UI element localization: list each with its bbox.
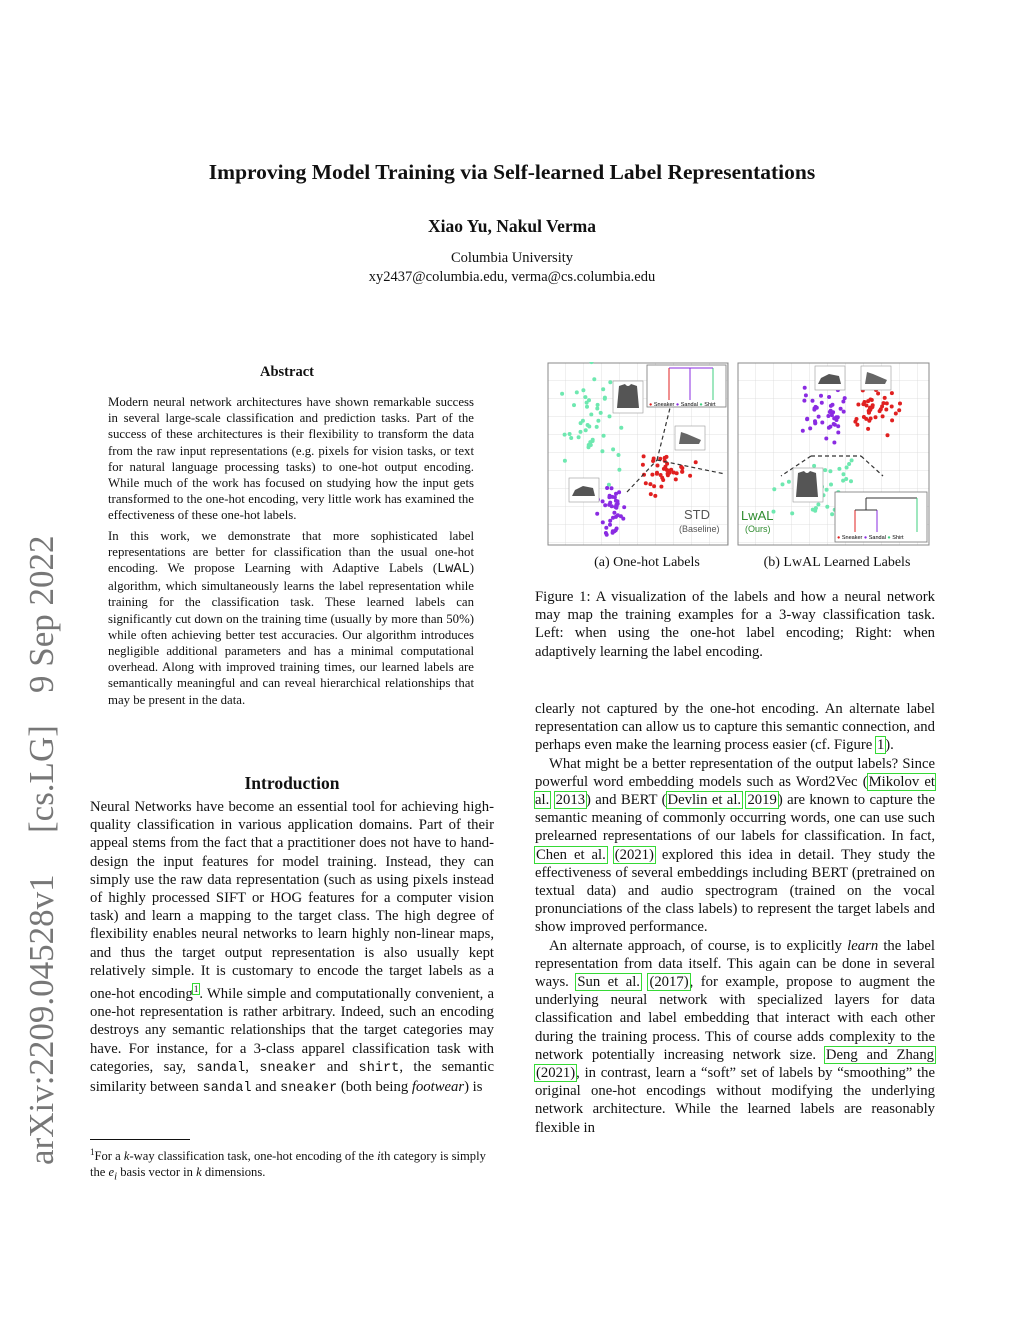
sandal-point: [610, 495, 614, 499]
shirt-point: [772, 487, 776, 491]
shirt-point: [829, 483, 833, 487]
footnote: $^1$For a k-way classification task, one-hot encoding of the ith category is simply the $e_i$ basis vector in k dimensions.: [90, 1147, 486, 1183]
sandal-point: [829, 409, 833, 413]
shirt-point: [811, 508, 815, 512]
std-label: STD: [684, 507, 710, 522]
sandal-point: [612, 511, 616, 515]
shirt-point: [585, 401, 589, 405]
sneaker-point: [874, 415, 878, 419]
sneaker-point: [694, 460, 698, 464]
shirt-point: [587, 445, 591, 449]
col2-paragraph-1: clearly not captured by the one-hot encoding. An alternate label representation can allow us to capture this semantic connection, and perhaps even make the learning process easier (cf. Figure 1).: [535, 701, 935, 754]
shirt-point: [849, 479, 853, 483]
sandal-point: [827, 395, 831, 399]
sandal-point: [608, 523, 612, 527]
sneaker-point: [866, 427, 870, 431]
caption-b: (b) LwAL Learned Labels: [763, 555, 911, 570]
cite-devlin-year[interactable]: 2019: [747, 792, 777, 809]
cite-mikolov-year[interactable]: 2013: [555, 792, 586, 809]
shirt-point: [595, 407, 599, 411]
sandal-point: [841, 400, 845, 404]
legend-sneaker-a: ● Sneaker ● Sandal ● Shirt: [649, 402, 716, 408]
sneaker-point: [853, 420, 857, 424]
shirt-point: [577, 435, 581, 439]
shirt-point: [589, 413, 593, 417]
sneaker-point: [642, 454, 646, 458]
shirt-point: [596, 419, 600, 423]
shirt-point: [583, 395, 587, 399]
sandal-point: [622, 505, 626, 509]
sneaker-point: [883, 396, 887, 400]
shirt-point: [602, 434, 606, 438]
cite-chen-year[interactable]: (2021): [614, 846, 654, 863]
shirt-point: [591, 439, 595, 443]
arxiv-date: 9 Sep 2022: [22, 535, 61, 693]
sneaker-point: [656, 464, 660, 468]
shirt-point: [812, 464, 816, 468]
abstract-paragraph-1: Modern neural network architectures have shown remarkable success in several large-scale classification and prediction tasks. Part of the success of these architectures is their flexibility to transform the data from the raw input representations (e.g. pixels for vision tasks, or text for natural language processing tasks) to one-hot output encoding. While much of the work has focused on studying how the input gets transformed to the one-hot encoding, very little work has examined the effectiveness of these one-hot labels.: [108, 395, 474, 523]
shirt-point: [841, 479, 845, 483]
shirt-point: [579, 421, 583, 425]
sneaker-point: [666, 472, 670, 476]
right-column-body: [535, 700, 935, 1137]
shirt-point: [847, 462, 851, 466]
sandal-point: [808, 426, 812, 430]
sandal-point: [805, 417, 809, 421]
sneaker-point: [648, 482, 652, 486]
sandal-point: [842, 410, 846, 414]
paper-title: Improving Model Training via Self-learned Label Representations: [208, 160, 816, 184]
shirt-point: [790, 511, 794, 515]
sandal-point: [610, 504, 614, 508]
cite-sun[interactable]: Sun et al.: [577, 974, 640, 991]
lwal-label: LwAL: [741, 508, 774, 523]
sandal-point: [603, 503, 607, 507]
cite-deng[interactable]: Deng and Zhang: [825, 1046, 935, 1063]
sandal-point: [839, 407, 843, 411]
shirt-point: [600, 449, 604, 453]
sandal-point: [834, 417, 838, 421]
shirt-point: [584, 428, 588, 432]
std-sublabel: (Baseline): [679, 524, 720, 534]
shirt-point: [579, 430, 583, 434]
shirt-point: [592, 377, 596, 381]
sandal-point: [836, 424, 840, 428]
sandal-point: [615, 527, 619, 531]
sneaker-point: [659, 473, 663, 477]
sneaker-point: [674, 477, 678, 481]
sneaker-point: [884, 408, 888, 412]
shirt-point: [563, 459, 567, 463]
sneaker-point: [869, 417, 873, 421]
sneaker-point: [856, 403, 860, 407]
shirt-point: [825, 488, 829, 492]
sneaker-point: [876, 392, 880, 396]
shirt-point: [787, 480, 791, 484]
shirt-point: [596, 403, 600, 407]
sandal-point: [820, 421, 824, 425]
shirt-point: [842, 472, 846, 476]
shirt-point: [560, 392, 564, 396]
lwal-code: LwAL: [437, 562, 470, 578]
figure-ref[interactable]: 1: [876, 737, 885, 754]
sandal-point: [621, 517, 625, 521]
legend-b: ● Sneaker ● Sandal ● Shirt: [837, 535, 904, 541]
shirt-point: [845, 466, 849, 470]
shirt-point: [611, 447, 615, 451]
sneaker-point: [688, 474, 692, 478]
caption-a: (a) One-hot Labels: [594, 555, 700, 570]
shirt-point: [825, 505, 829, 509]
sneaker-point: [644, 481, 648, 485]
affiliation-block: [0, 249, 1024, 287]
sneaker-point: [890, 391, 894, 395]
panel-one-hot: [548, 362, 728, 545]
sneaker-point: [898, 402, 902, 406]
sandal-point: [836, 431, 840, 435]
sandal-point: [604, 526, 608, 530]
shirt-point: [617, 453, 621, 457]
shirt-point: [572, 403, 576, 407]
sneaker-point: [890, 418, 894, 422]
shirt-point: [599, 411, 603, 415]
sandal-point: [610, 486, 614, 490]
sneaker-point: [870, 398, 874, 402]
shirt-point: [569, 436, 573, 440]
sandal-point: [827, 426, 831, 430]
shirt-point: [617, 468, 621, 472]
sandal-point: [832, 441, 836, 445]
cite-sun-year[interactable]: (2017): [649, 974, 689, 991]
sandal-point: [804, 393, 808, 397]
cite-devlin[interactable]: Devlin et al.: [667, 792, 742, 809]
sandal-point: [605, 486, 609, 490]
cite-chen[interactable]: Chen et al.: [536, 846, 606, 863]
footnote-ref[interactable]: 1: [193, 984, 199, 995]
arxiv-category: [cs.LG]: [22, 725, 61, 833]
sneaker-point: [865, 404, 869, 408]
sandal-point: [601, 520, 605, 524]
sandal-point: [608, 501, 612, 505]
sneaker-point: [675, 471, 679, 475]
sandal-point: [814, 405, 818, 409]
sneaker-point: [886, 433, 890, 437]
shirt-point: [585, 405, 589, 409]
shirt-point: [595, 425, 599, 429]
sneaker-point: [650, 473, 654, 477]
abstract-heading: Abstract: [260, 364, 314, 380]
sandal-point: [843, 396, 847, 400]
sneaker-point: [649, 492, 653, 496]
abstract-body: [108, 394, 474, 712]
shirt-point: [781, 482, 785, 486]
sandal-point: [829, 404, 833, 408]
sandal-point: [819, 394, 823, 398]
sneaker-point: [680, 470, 684, 474]
sandal-point: [802, 399, 806, 403]
abstract-paragraph-2: In this work, we demonstrate that more sophisticated label representations are better for classification than the usual one-hot encoding. We propose Learning with Adaptive Labels (LwAL) algorithm, which simultaneously learns the label representation while training for the classification task. These learned labels can significantly cut down on the training time (usually by more than 50%) while often achieving better test accuracies. Our algorithm introduces negligible additional parameters and has a minimal computational overhead. Along with improved training times, our learned labels are semantically meaningful and can reveal hierarchical relationships that may be present in the data.: [108, 528, 474, 707]
panel-lwal: [738, 363, 929, 545]
shirt-point: [823, 468, 827, 472]
intro-paragraph: Neural Networks have become an essential tool for achieving high-quality classification in various application domains. Part of their appeal stems from the fact that a practitioner does not have to hand-design the input features for model training. Instead, they can simply use the raw data representation (such as using pixels instead of highly processed SIFT or HOG features for a computer vision task) and learn a mapping to the target class. The high degree of flexibility enables neural networks to learn highly non-linear maps, and thus the target output representation is also usually kept relatively simple. It is customary to encode the target labels as a one-hot encoding$^1$. While simple and computationally convenient, a one-hot representation is rather arbitrary. Indeed, such an encoding destroys any semantic relationships that the target categories may have. For instance, for a 3-class apparel classification task with categories, say, sandal, sneaker and shirt, the semantic similarity between sandal and sneaker (both being footwear) is: [90, 799, 494, 1096]
col2-paragraph-3: An alternate approach, of course, is to explicitly learn the label representation from data itself. This again can be done in several ways. Sun et al. (2017), for example, propose to augment the underlying neural network with specialized layers for data classification and label embedding that interact with each other during the training process. This of course adds complexity to the network potentially increasing network size. Deng and Zhang (2021), in contrast, learn a “soft” set of labels by “smoothing” the original one-hot encodings without modifying the underlying network architecture. While the learned labels are reasonably flexible in: [535, 937, 936, 1136]
shirt-point: [575, 390, 579, 394]
sneaker-point: [871, 403, 875, 407]
introduction-heading: Introduction: [244, 773, 340, 793]
sneaker-point: [655, 472, 659, 476]
sneaker-point: [894, 412, 898, 416]
sandal-point: [813, 419, 817, 423]
sneaker-point: [890, 405, 894, 409]
sandal-point: [608, 519, 612, 523]
sneaker-point: [653, 494, 657, 498]
sandal-point: [611, 531, 615, 535]
shirt-point: [563, 433, 567, 437]
shirt-point: [603, 397, 607, 401]
sneaker-point: [641, 463, 645, 467]
sneaker-point: [862, 415, 866, 419]
shirt-point: [850, 458, 854, 462]
sneaker-point: [652, 484, 656, 488]
sandal-point: [605, 533, 609, 537]
shirt-point: [608, 380, 612, 384]
sneaker-point: [659, 485, 663, 489]
emails: xy2437@columbia.edu, verma@cs.columbia.edu: [368, 269, 656, 285]
shirt-point: [837, 467, 841, 471]
lwal-sublabel: (Ours): [745, 524, 771, 534]
sandal-point: [811, 399, 815, 403]
sandal-point: [820, 401, 824, 405]
figure-1: [547, 362, 930, 550]
arxiv-sidebar: [14, 0, 70, 1325]
sneaker-point: [881, 414, 885, 418]
shirt-point: [619, 426, 623, 430]
shirt-point: [830, 512, 834, 516]
shirt-point: [581, 388, 585, 392]
shirt-point: [601, 387, 605, 391]
sandal-point: [616, 513, 620, 517]
legend-box: [647, 365, 726, 407]
sneaker-point: [651, 459, 655, 463]
shirt-point: [568, 432, 572, 436]
sandal-point: [595, 512, 599, 516]
cite-deng-year[interactable]: (2021): [536, 1065, 576, 1082]
sandal-point: [832, 422, 836, 426]
sneaker-point: [880, 404, 884, 408]
cite-mikolov[interactable]: Mikolov et al.: [535, 773, 935, 809]
footnote-rule: [90, 1139, 190, 1140]
col2-paragraph-2: What might be a better representation of the output labels? Since powerful word embedding models such as Word2Vec (Mikolov et al. 2013) and BERT (Devlin et al. 2019) are known to capture the semantic meaning of commonly occurring words, one can use such prelearned representations of our labels for classification. In fact, Chen et al. (2021) explored this idea in detail. They study the effectiveness of several embeddings including BERT (pretrained on textual data) and audio spectrogram (trained on the vocal pronunciations of the class labels) to represent the target labels and show improved performance.: [535, 755, 936, 936]
sandal-point: [601, 499, 605, 503]
sandal-point: [817, 415, 821, 419]
introduction-body: [90, 798, 494, 1098]
sneaker-point: [897, 408, 901, 412]
sandal-point: [611, 516, 615, 520]
shirt-point: [586, 423, 590, 427]
sneaker-point: [663, 465, 667, 469]
affiliation: Columbia University: [450, 250, 574, 266]
shirt-point: [828, 469, 832, 473]
sandal-point: [617, 490, 621, 494]
shirt-point: [608, 414, 612, 418]
shirt-point: [816, 503, 820, 507]
sandal-point: [801, 429, 805, 433]
sandal-point: [803, 386, 807, 390]
sandal-point: [614, 503, 618, 507]
sandal-point: [824, 437, 828, 441]
paper-authors: Xiao Yu, Nakul Verma: [428, 216, 596, 236]
sandal-point: [826, 414, 830, 418]
arxiv-id: arXiv:2209.04528v1: [22, 874, 61, 1165]
figure-caption: Figure 1: A visualization of the labels and how a neural network may map the training examples for a 3-way classification task. Left: when using the one-hot label encoding; Right: when adaptively learning the label encoding.: [535, 589, 935, 660]
